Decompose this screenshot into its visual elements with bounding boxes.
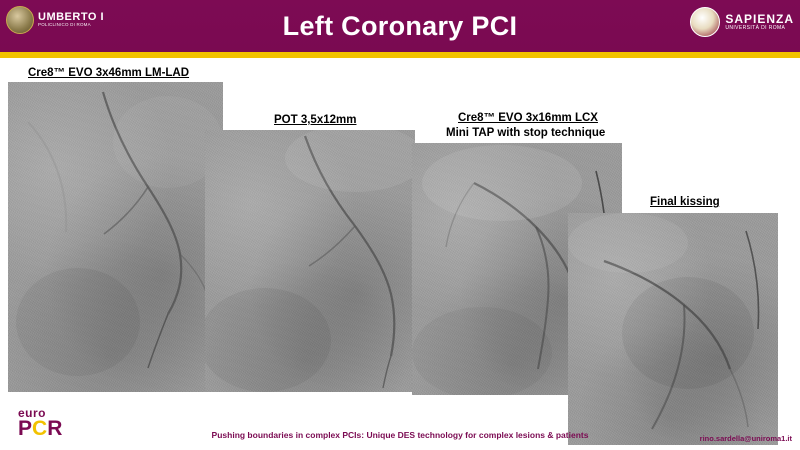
umberto-logo-subtitle: POLICLINICO DI ROMA bbox=[38, 22, 91, 28]
sapienza-logo-name: SAPIENZA bbox=[725, 11, 794, 26]
page-title: Left Coronary PCI bbox=[282, 11, 518, 41]
footer-note: Pushing boundaries in complex PCIs: Unique DES technology for complex lesions & patients bbox=[211, 430, 589, 440]
europcr-logo-line1: euro bbox=[18, 406, 47, 420]
coronary-vessel-overlay bbox=[568, 213, 778, 445]
panel-1-caption: Cre8™ EVO 3x46mm LM-LAD bbox=[28, 67, 190, 79]
coronary-vessel-overlay bbox=[205, 130, 415, 392]
angiogram-image-2 bbox=[205, 130, 415, 392]
europcr-p: P bbox=[18, 417, 33, 441]
angiogram-image-1 bbox=[8, 82, 223, 392]
europcr-r: R bbox=[47, 417, 63, 441]
university-seal-icon bbox=[6, 6, 34, 34]
umberto-logo bbox=[6, 2, 124, 38]
europcr-c: C bbox=[32, 417, 48, 441]
footer-email: rino.sardella@uniroma1.it bbox=[699, 434, 792, 443]
panel-2-caption: POT 3,5x12mm bbox=[274, 114, 357, 126]
umberto-logo-name: UMBERTO I bbox=[38, 10, 105, 23]
sapienza-logo-subtitle: UNIVERSITÀ DI ROMA bbox=[725, 24, 786, 31]
header-accent-stripe bbox=[0, 52, 800, 58]
sapienza-logo bbox=[690, 2, 794, 42]
panel-3-caption: Cre8™ EVO 3x16mm LCX bbox=[458, 112, 598, 124]
sapienza-logo-text bbox=[725, 13, 794, 32]
coronary-vessel-overlay bbox=[8, 82, 223, 392]
umberto-logo-text bbox=[38, 12, 104, 28]
panel-4-caption: Final kissing bbox=[650, 196, 720, 208]
panel-3-caption-secondary: Mini TAP with stop technique bbox=[446, 127, 606, 139]
angiogram-image-4 bbox=[568, 213, 778, 445]
sapienza-seal-icon bbox=[690, 7, 720, 37]
